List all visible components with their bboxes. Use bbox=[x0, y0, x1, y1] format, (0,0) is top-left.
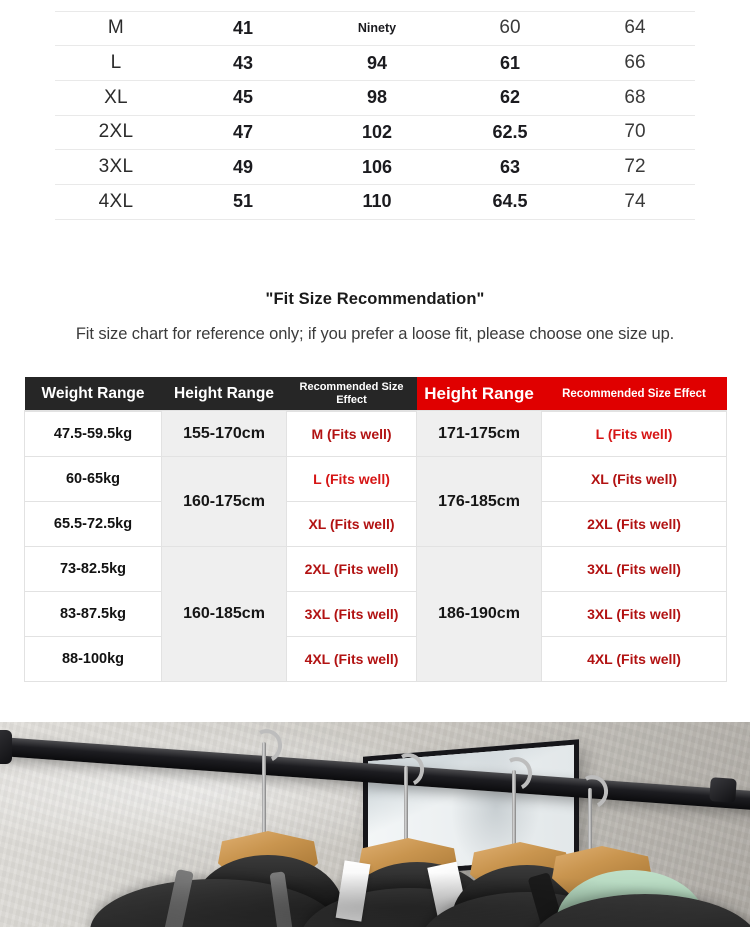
column-header-recommended-1: Recommended Size Effect bbox=[287, 377, 417, 411]
cell-measure-2: 110 bbox=[309, 184, 445, 219]
cell-height-range-2: 186-190cm bbox=[417, 547, 542, 682]
table-row bbox=[25, 592, 727, 637]
table-row bbox=[25, 502, 727, 547]
cell-size: XL bbox=[55, 80, 177, 115]
cell-measure-1: 45 bbox=[177, 80, 309, 115]
cell-size: M bbox=[55, 11, 177, 46]
cell-recommendation-2: 3XL (Fits well) bbox=[542, 592, 727, 637]
cell-measure-2: 94 bbox=[309, 46, 445, 81]
cell-recommendation-1: 2XL (Fits well) bbox=[287, 547, 417, 592]
cell-measure-3: 63 bbox=[445, 150, 575, 185]
cell-measure-3: 61 bbox=[445, 46, 575, 81]
table-row bbox=[55, 115, 695, 150]
cell-recommendation-1: L (Fits well) bbox=[287, 457, 417, 502]
column-header-height-range-2: Height Range bbox=[417, 377, 542, 411]
cell-measure-3: 64.5 bbox=[445, 184, 575, 219]
cell-measure-2: 102 bbox=[309, 115, 445, 150]
cell-measure-4: 74 bbox=[575, 184, 695, 219]
photo-shadow bbox=[80, 872, 720, 927]
cell-recommendation-2: XL (Fits well) bbox=[542, 457, 727, 502]
product-photo bbox=[0, 722, 750, 927]
hanger-hook bbox=[588, 788, 592, 850]
cell-size: 2XL bbox=[55, 115, 177, 150]
table-row bbox=[25, 412, 727, 457]
fit-table-body bbox=[25, 411, 727, 682]
cell-size: L bbox=[55, 46, 177, 81]
cell-measure-3: 60 bbox=[445, 11, 575, 46]
cell-measure-1: 41 bbox=[177, 11, 309, 46]
table-row bbox=[55, 80, 695, 115]
cell-measure-2: 106 bbox=[309, 150, 445, 185]
table-row bbox=[25, 637, 727, 682]
rail-mount-left bbox=[0, 730, 12, 764]
cell-recommendation-1: 4XL (Fits well) bbox=[287, 637, 417, 682]
cell-measure-4: 64 bbox=[575, 11, 695, 46]
cell-recommendation-2: 3XL (Fits well) bbox=[542, 547, 727, 592]
cell-measure-4: 66 bbox=[575, 46, 695, 81]
cell-measure-4: 70 bbox=[575, 115, 695, 150]
hanger-hook bbox=[262, 742, 266, 836]
size-measurement-table bbox=[0, 0, 750, 250]
table-row bbox=[55, 11, 695, 46]
fit-heading-block bbox=[0, 290, 750, 344]
size-table bbox=[55, 0, 695, 220]
cell-clipped-2 bbox=[309, 0, 445, 11]
cell-weight-range: 88-100kg bbox=[25, 637, 162, 682]
cell-measure-1: 47 bbox=[177, 115, 309, 150]
rail-mount-right bbox=[709, 777, 737, 803]
page-subtitle: Fit size chart for reference only; if you prefer a loose fit, please choose one size up. bbox=[75, 325, 675, 343]
cell-height-range-1: 160-175cm bbox=[162, 457, 287, 547]
cell-height-range-2: 171-175cm bbox=[417, 411, 542, 457]
fit-table bbox=[24, 377, 727, 682]
cell-weight-range: 83-87.5kg bbox=[25, 592, 162, 637]
hanger-hook bbox=[404, 766, 408, 844]
cell-recommendation-1: 3XL (Fits well) bbox=[287, 592, 417, 637]
fit-table-head bbox=[25, 377, 727, 411]
column-header-recommended-2: Recommended Size Effect bbox=[542, 377, 727, 411]
cell-weight-range: 73-82.5kg bbox=[25, 547, 162, 592]
cell-clipped-3 bbox=[445, 0, 575, 11]
cell-measure-1: 43 bbox=[177, 46, 309, 81]
cell-measure-4: 68 bbox=[575, 80, 695, 115]
cell-recommendation-1: M (Fits well) bbox=[287, 412, 417, 457]
cell-recommendation-2: 2XL (Fits well) bbox=[542, 502, 727, 547]
cell-recommendation-1: XL (Fits well) bbox=[287, 502, 417, 547]
cell-measure-4: 72 bbox=[575, 150, 695, 185]
cell-size: 4XL bbox=[55, 184, 177, 219]
table-row bbox=[25, 547, 727, 592]
cell-measure-3: 62.5 bbox=[445, 115, 575, 150]
cell-height-range-2: 176-185cm bbox=[417, 457, 542, 547]
table-row bbox=[55, 184, 695, 219]
cell-weight-range: 60-65kg bbox=[25, 457, 162, 502]
cell-height-range-1: 155-170cm bbox=[162, 411, 287, 457]
table-row-clipped bbox=[55, 0, 695, 11]
cell-height-range-1: 160-185cm bbox=[162, 547, 287, 682]
fit-table-header-row bbox=[25, 377, 727, 411]
hanger-hook bbox=[512, 770, 516, 846]
cell-size: 3XL bbox=[55, 150, 177, 185]
table-row bbox=[55, 150, 695, 185]
cell-weight-range: 65.5-72.5kg bbox=[25, 502, 162, 547]
page-title: "Fit Size Recommendation" bbox=[265, 290, 485, 308]
cell-clipped-size bbox=[55, 0, 177, 11]
table-row bbox=[55, 46, 695, 81]
cell-measure-1: 49 bbox=[177, 150, 309, 185]
cell-clipped-1 bbox=[177, 0, 309, 11]
cell-measure-3: 62 bbox=[445, 80, 575, 115]
cell-measure-2: Ninety bbox=[309, 11, 445, 46]
cell-measure-2: 98 bbox=[309, 80, 445, 115]
table-row bbox=[25, 457, 727, 502]
cell-clipped-4 bbox=[575, 0, 695, 11]
cell-recommendation-2: 4XL (Fits well) bbox=[542, 637, 727, 682]
column-header-weight-range: Weight Range bbox=[25, 377, 162, 411]
cell-measure-1: 51 bbox=[177, 184, 309, 219]
fit-recommendation-table bbox=[24, 377, 726, 682]
column-header-height-range-1: Height Range bbox=[162, 377, 287, 411]
size-table-body bbox=[55, 0, 695, 219]
cell-weight-range: 47.5-59.5kg bbox=[25, 412, 162, 457]
cell-recommendation-2: L (Fits well) bbox=[542, 412, 727, 457]
